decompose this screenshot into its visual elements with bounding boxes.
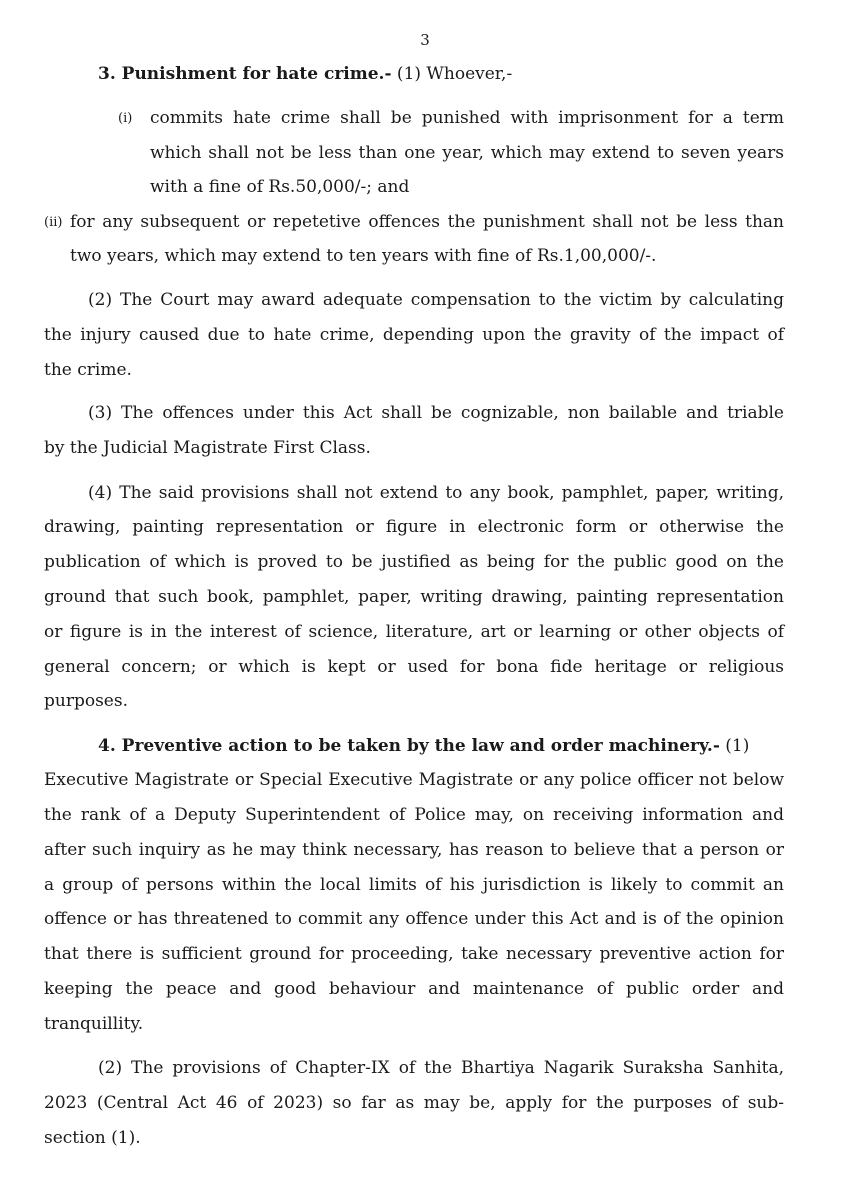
section-3-intro: (1) Whoever,-: [391, 64, 513, 84]
section-3-sub-2-line: (2) The Court may award adequate compensation to the victim by calculating: [88, 290, 784, 310]
clause-i-line: which shall not be less than one year, which may extend to seven years: [150, 143, 784, 163]
section-4-line: that there is sufficient ground for proceeding, take necessary preventive action for: [44, 944, 784, 964]
section-3-sub-3-line: by the Judicial Magistrate First Class.: [44, 438, 371, 458]
page-number: 3: [420, 31, 430, 49]
clause-i-marker: (i): [118, 111, 133, 126]
section-3-sub-4-line: drawing, painting representation or figure in electronic form or otherwise the: [44, 517, 784, 537]
clause-ii-marker: (ii): [44, 215, 63, 230]
section-3-heading: 3. Punishment for hate crime.-: [98, 64, 392, 84]
section-3-sub-4-line: or figure is in the interest of science, literature, art or learning or other objects of: [44, 622, 784, 642]
section-4-line: the rank of a Deputy Superintendent of Police may, on receiving information and: [44, 805, 784, 825]
clause-ii-line: for any subsequent or repetetive offences the punishment shall not be less than: [70, 212, 784, 232]
section-3-sub-3-line: (3) The offences under this Act shall be cognizable, non bailable and triable: [88, 403, 784, 423]
section-3-sub-4-line: ground that such book, pamphlet, paper, writing drawing, painting representation: [44, 587, 784, 607]
section-4-line: tranquillity.: [44, 1014, 144, 1034]
section-3-sub-4-line: (4) The said provisions shall not extend to any book, pamphlet, paper, writing,: [88, 483, 784, 503]
section-4-heading: 4. Preventive action to be taken by the law and order machinery.-: [98, 736, 720, 756]
section-4-heading-line: [98, 734, 749, 758]
clause-i-line: with a fine of Rs.50,000/-; and: [150, 177, 410, 197]
clause-i-line: commits hate crime shall be punished with imprisonment for a term: [150, 108, 784, 128]
section-3-sub-4-line: general concern; or which is kept or used for bona fide heritage or religious: [44, 657, 784, 677]
section-4-line: after such inquiry as he may think necessary, has reason to believe that a person or: [44, 840, 784, 860]
section-4-line: keeping the peace and good behaviour and maintenance of public order and: [44, 979, 784, 999]
section-4-sub-2-line: 2023 (Central Act 46 of 2023) so far as may be, apply for the purposes of sub-: [44, 1093, 784, 1113]
section-4-intro: (1): [719, 736, 750, 756]
section-4-line: offence or has threatened to commit any offence under this Act and is of the opinion: [44, 909, 784, 929]
section-3-sub-4-line: purposes.: [44, 691, 128, 711]
clause-ii-line: two years, which may extend to ten years with fine of Rs.1,00,000/-.: [70, 246, 657, 266]
section-3-sub-4-line: publication of which is proved to be justified as being for the public good on the: [44, 552, 784, 572]
section-4-sub-2-line: (2) The provisions of Chapter-IX of the Bhartiya Nagarik Suraksha Sanhita,: [98, 1058, 784, 1078]
section-4-line: Executive Magistrate or Special Executive Magistrate or any police officer not below: [44, 770, 784, 790]
section-3-sub-2-line: the crime.: [44, 360, 132, 380]
section-4-line: a group of persons within the local limits of his jurisdiction is likely to commit an: [44, 875, 784, 895]
section-3-sub-2-line: the injury caused due to hate crime, depending upon the gravity of the impact of: [44, 325, 784, 345]
section-4-sub-2-line: section (1).: [44, 1128, 141, 1148]
section-3-heading-line: [98, 62, 512, 86]
